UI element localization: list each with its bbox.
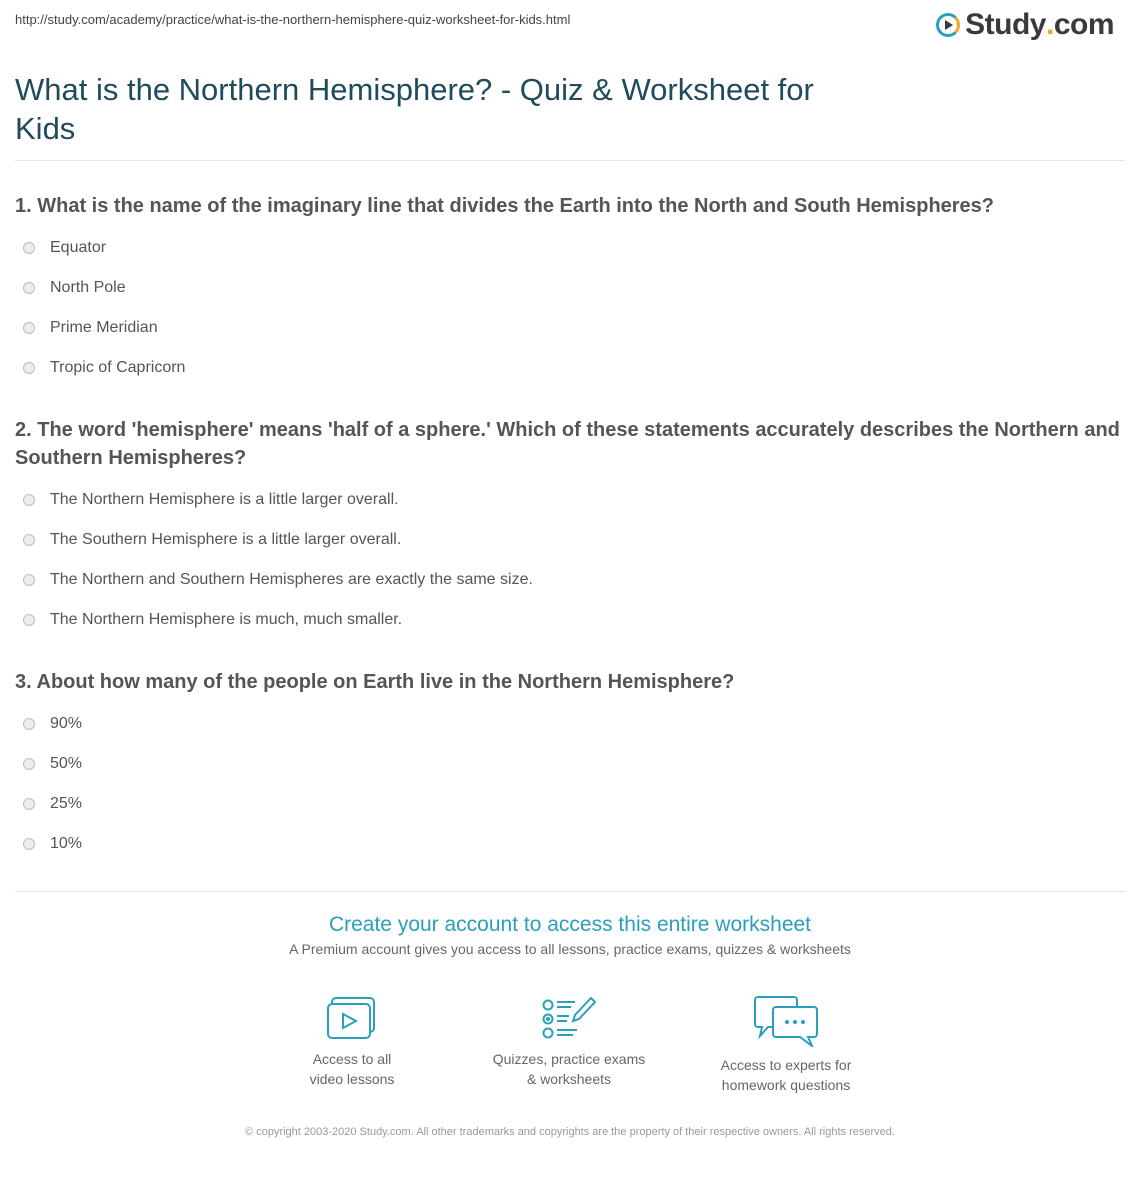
play-logo-icon bbox=[936, 13, 960, 37]
logo-text: Study bbox=[965, 8, 1046, 41]
option-label: The Northern Hemisphere is a little larger overall. bbox=[50, 491, 399, 508]
question-3 bbox=[15, 668, 1125, 864]
option-label: The Northern Hemisphere is much, much smaller. bbox=[50, 611, 403, 628]
feature-label-line1: Access to all bbox=[312, 1051, 392, 1067]
radio-button[interactable] bbox=[23, 718, 35, 730]
radio-button[interactable] bbox=[23, 362, 35, 374]
question-2 bbox=[15, 416, 1125, 640]
radio-button[interactable] bbox=[23, 574, 35, 586]
study-logo[interactable] bbox=[936, 8, 1114, 42]
logo-tld: com bbox=[1053, 8, 1114, 41]
answer-option[interactable] bbox=[15, 784, 1125, 824]
option-label: The Southern Hemisphere is a little larger overall. bbox=[50, 531, 402, 548]
feature-quizzes bbox=[469, 995, 669, 1089]
answer-option[interactable] bbox=[15, 348, 1125, 388]
chat-bubbles-icon bbox=[754, 995, 818, 1047]
radio-button[interactable] bbox=[23, 614, 35, 626]
option-label: Prime Meridian bbox=[50, 319, 158, 336]
option-label: Tropic of Capricorn bbox=[50, 359, 186, 376]
feature-video-lessons bbox=[252, 995, 452, 1089]
option-label: North Pole bbox=[50, 279, 126, 296]
video-lessons-icon bbox=[326, 995, 378, 1041]
option-label: The Northern and Southern Hemispheres are exactly the same size. bbox=[50, 571, 533, 588]
logo-dot: . bbox=[1045, 8, 1054, 41]
radio-button[interactable] bbox=[23, 242, 35, 254]
answer-option[interactable] bbox=[15, 308, 1125, 348]
answer-option[interactable] bbox=[15, 704, 1125, 744]
radio-button[interactable] bbox=[23, 322, 35, 334]
feature-label-line2: & worksheets bbox=[526, 1071, 612, 1087]
answer-option[interactable] bbox=[15, 480, 1125, 520]
cta-title-link[interactable]: Create your account to access this entire worksheet bbox=[328, 913, 812, 936]
question-text: 1. What is the name of the imaginary line that divides the Earth into the North and South Hemispheres? bbox=[15, 195, 995, 217]
quiz-checklist-icon bbox=[541, 995, 597, 1041]
radio-button[interactable] bbox=[23, 798, 35, 810]
feature-label-line1: Quizzes, practice exams bbox=[492, 1051, 646, 1067]
answer-option[interactable] bbox=[15, 228, 1125, 268]
question-1 bbox=[15, 192, 1125, 388]
option-label: 90% bbox=[50, 715, 83, 732]
answer-option[interactable] bbox=[15, 600, 1125, 640]
divider bbox=[15, 160, 1125, 161]
question-text: 3. About how many of the people on Earth live in the Northern Hemisphere? bbox=[15, 671, 735, 693]
answer-option[interactable] bbox=[15, 744, 1125, 784]
feature-experts bbox=[686, 995, 886, 1095]
feature-label-line2: homework questions bbox=[721, 1077, 851, 1093]
copyright: © copyright 2003-2020 Study.com. All other trademarks and copyrights are the property of their respective owners. All rights reserved. bbox=[245, 1126, 895, 1138]
radio-button[interactable] bbox=[23, 534, 35, 546]
option-label: 25% bbox=[50, 795, 83, 812]
option-label: Equator bbox=[50, 239, 107, 256]
option-label: 50% bbox=[50, 755, 83, 772]
feature-label-line2: video lessons bbox=[309, 1071, 395, 1087]
answer-option[interactable] bbox=[15, 268, 1125, 308]
cta-subtitle: A Premium account gives you access to all lessons, practice exams, quizzes & worksheets bbox=[289, 941, 851, 957]
radio-button[interactable] bbox=[23, 494, 35, 506]
divider bbox=[15, 891, 1125, 892]
radio-button[interactable] bbox=[23, 758, 35, 770]
answer-option[interactable] bbox=[15, 560, 1125, 600]
cta-section bbox=[0, 913, 1140, 957]
answer-option[interactable] bbox=[15, 520, 1125, 560]
radio-button[interactable] bbox=[23, 282, 35, 294]
answer-option[interactable] bbox=[15, 824, 1125, 864]
page-title: What is the Northern Hemisphere? - Quiz & Worksheet for Kids bbox=[15, 72, 814, 146]
radio-button[interactable] bbox=[23, 838, 35, 850]
question-text: 2. The word 'hemisphere' means 'half of a sphere.' Which of these statements accurately describes the Northern and Southern Hemispheres? bbox=[15, 419, 1120, 469]
option-label: 10% bbox=[50, 835, 83, 852]
page-url: http://study.com/academy/practice/what-is-the-northern-hemisphere-quiz-worksheet-for-kids.html bbox=[15, 12, 571, 27]
feature-label-line1: Access to experts for bbox=[720, 1057, 852, 1073]
